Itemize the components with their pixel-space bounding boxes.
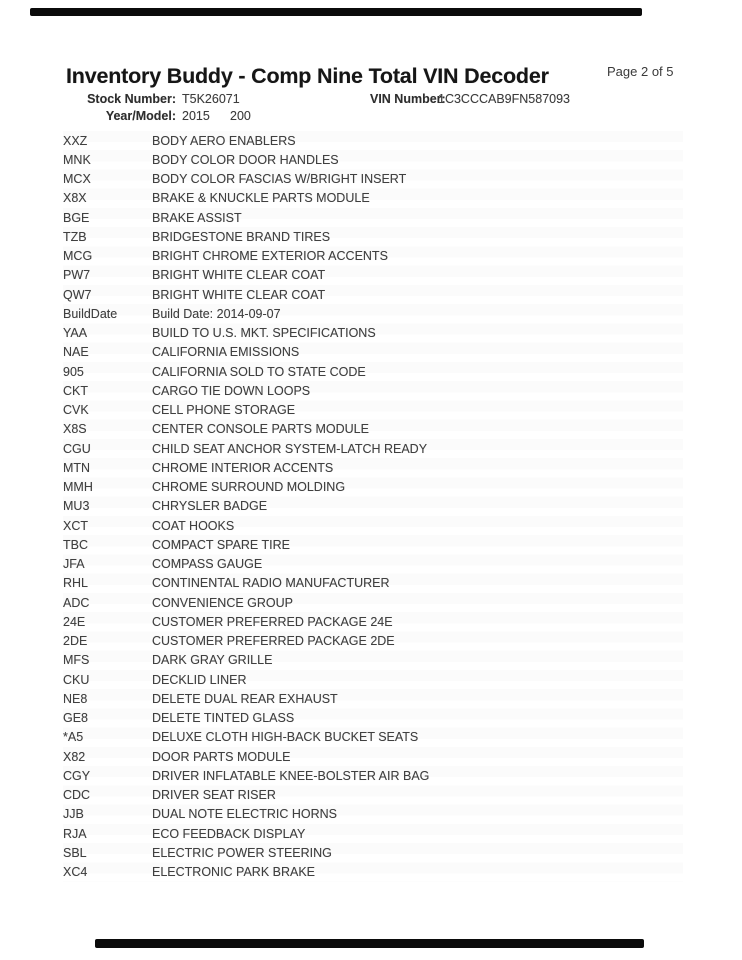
table-row (63, 574, 683, 593)
table-row (63, 401, 683, 420)
option-code: JFA (63, 557, 85, 572)
table-row (63, 150, 683, 169)
option-code: CVK (63, 403, 89, 418)
option-description: COAT HOOKS (152, 518, 235, 533)
table-row (63, 266, 683, 285)
table-row (63, 497, 683, 516)
option-code: CKT (63, 383, 88, 398)
option-code: CGU (63, 441, 91, 456)
table-row (63, 632, 683, 651)
table-row (63, 131, 683, 150)
option-description: ELECTRIC POWER STEERING (152, 845, 332, 860)
option-code: YAA (63, 326, 88, 341)
option-code: BGE (63, 210, 90, 225)
table-row (63, 593, 683, 612)
option-description: DOOR PARTS MODULE (152, 749, 291, 764)
option-description: CHILD SEAT ANCHOR SYSTEM-LATCH READY (152, 441, 428, 456)
option-code: JJB (63, 807, 84, 822)
option-description: CELL PHONE STORAGE (152, 403, 296, 418)
stock-number-label: Stock Number: (87, 92, 176, 106)
option-description: BUILD TO U.S. MKT. SPECIFICATIONS (152, 326, 376, 341)
option-description: BODY AERO ENABLERS (152, 133, 296, 148)
table-row (63, 189, 683, 208)
option-description: CHROME INTERIOR ACCENTS (152, 460, 334, 475)
option-code: RHL (63, 576, 89, 591)
table-row (63, 535, 683, 554)
stock-number-value: T5K26071 (182, 92, 240, 106)
option-description: CARGO TIE DOWN LOOPS (152, 383, 311, 398)
option-code: NE8 (63, 691, 88, 706)
option-code: QW7 (63, 287, 92, 302)
vin-number-label: VIN Number: (370, 92, 446, 106)
option-code: MMH (63, 480, 93, 495)
option-code: PW7 (63, 268, 91, 283)
option-code: ADC (63, 595, 90, 610)
option-description: CALIFORNIA SOLD TO STATE CODE (152, 364, 366, 379)
option-description: CUSTOMER PREFERRED PACKAGE 2DE (152, 634, 395, 649)
option-code: TZB (63, 229, 87, 244)
vin-options-table (63, 131, 683, 882)
option-code: XC4 (63, 865, 88, 880)
option-description: Build Date: 2014-09-07 (152, 306, 281, 321)
option-code: MFS (63, 653, 90, 668)
option-description: CONVENIENCE GROUP (152, 595, 293, 610)
option-code: MNK (63, 152, 91, 167)
option-description: CALIFORNIA EMISSIONS (152, 345, 300, 360)
option-description: CHROME SURROUND MOLDING (152, 480, 346, 495)
vin-number-value: 1C3CCCAB9FN587093 (438, 92, 571, 106)
option-code: CDC (63, 788, 91, 803)
table-row (63, 478, 683, 497)
option-description: DRIVER SEAT RISER (152, 788, 276, 803)
option-code: MTN (63, 460, 91, 475)
option-description: DARK GRAY GRILLE (152, 653, 273, 668)
year-model-label: Year/Model: (105, 109, 176, 123)
table-row (63, 805, 683, 824)
option-description: BRAKE & KNUCKLE PARTS MODULE (152, 191, 370, 206)
page-title: Inventory Buddy - Comp Nine Total VIN Decoder (66, 64, 549, 88)
table-row (63, 458, 683, 477)
table-row (63, 728, 683, 747)
option-code: 905 (63, 364, 84, 379)
option-code: XXZ (63, 133, 88, 148)
option-code: 2DE (63, 634, 88, 649)
option-code: 24E (63, 614, 86, 629)
option-code: BuildDate (63, 306, 118, 321)
model-value: 200 (230, 109, 251, 123)
table-row (63, 670, 683, 689)
option-description: DELUXE CLOTH HIGH-BACK BUCKET SEATS (152, 730, 419, 745)
option-description: BODY COLOR DOOR HANDLES (152, 152, 339, 167)
option-code: RJA (63, 826, 87, 841)
table-row (63, 863, 683, 882)
table-row (63, 247, 683, 266)
table-row (63, 651, 683, 670)
option-code: XCT (63, 518, 88, 533)
table-row (63, 324, 683, 343)
option-code: TBC (63, 537, 88, 552)
option-description: CHRYSLER BADGE (152, 499, 268, 514)
table-row (63, 824, 683, 843)
table-row (63, 709, 683, 728)
table-row (63, 786, 683, 805)
table-row (63, 843, 683, 862)
year-value: 2015 (182, 109, 210, 123)
option-description: ELECTRONIC PARK BRAKE (152, 865, 316, 880)
table-row (63, 555, 683, 574)
option-description: ECO FEEDBACK DISPLAY (152, 826, 306, 841)
table-row (63, 747, 683, 766)
option-description: DELETE TINTED GLASS (152, 711, 295, 726)
table-row (63, 362, 683, 381)
option-code: MCG (63, 249, 93, 264)
table-row (63, 516, 683, 535)
scan-artifact-bar-bottom (95, 939, 644, 948)
option-description: DUAL NOTE ELECTRIC HORNS (152, 807, 337, 822)
scan-artifact-bar-top (30, 8, 642, 16)
option-code: GE8 (63, 711, 89, 726)
option-description: COMPACT SPARE TIRE (152, 537, 290, 552)
table-row (63, 766, 683, 785)
table-row (63, 439, 683, 458)
option-code: X82 (63, 749, 86, 764)
table-row (63, 612, 683, 631)
option-code: X8S (63, 422, 87, 437)
option-description: CENTER CONSOLE PARTS MODULE (152, 422, 369, 437)
option-description: DELETE DUAL REAR EXHAUST (152, 691, 338, 706)
table-row (63, 285, 683, 304)
option-description: CUSTOMER PREFERRED PACKAGE 24E (152, 614, 393, 629)
option-description: BRIGHT WHITE CLEAR COAT (152, 268, 326, 283)
option-description: BRIDGESTONE BRAND TIRES (152, 229, 331, 244)
page-number: Page 2 of 5 (607, 64, 674, 79)
option-code: SBL (63, 845, 87, 860)
option-code: MU3 (63, 499, 90, 514)
option-description: DECKLID LINER (152, 672, 247, 687)
option-description: BRAKE ASSIST (152, 210, 242, 225)
table-row (63, 381, 683, 400)
table-row (63, 208, 683, 227)
option-description: CONTINENTAL RADIO MANUFACTURER (152, 576, 390, 591)
option-code: *A5 (63, 730, 84, 745)
option-code: CGY (63, 768, 91, 783)
option-description: DRIVER INFLATABLE KNEE-BOLSTER AIR BAG (152, 768, 430, 783)
option-code: X8X (63, 191, 87, 206)
option-code: CKU (63, 672, 90, 687)
option-code: MCX (63, 172, 91, 187)
table-row (63, 304, 683, 323)
table-row (63, 689, 683, 708)
option-description: BODY COLOR FASCIAS W/BRIGHT INSERT (152, 172, 407, 187)
table-row (63, 420, 683, 439)
table-row (63, 227, 683, 246)
option-description: BRIGHT CHROME EXTERIOR ACCENTS (152, 249, 388, 264)
option-description: COMPASS GAUGE (152, 557, 263, 572)
option-description: BRIGHT WHITE CLEAR COAT (152, 287, 326, 302)
table-row (63, 343, 683, 362)
option-code: NAE (63, 345, 89, 360)
table-row (63, 170, 683, 189)
